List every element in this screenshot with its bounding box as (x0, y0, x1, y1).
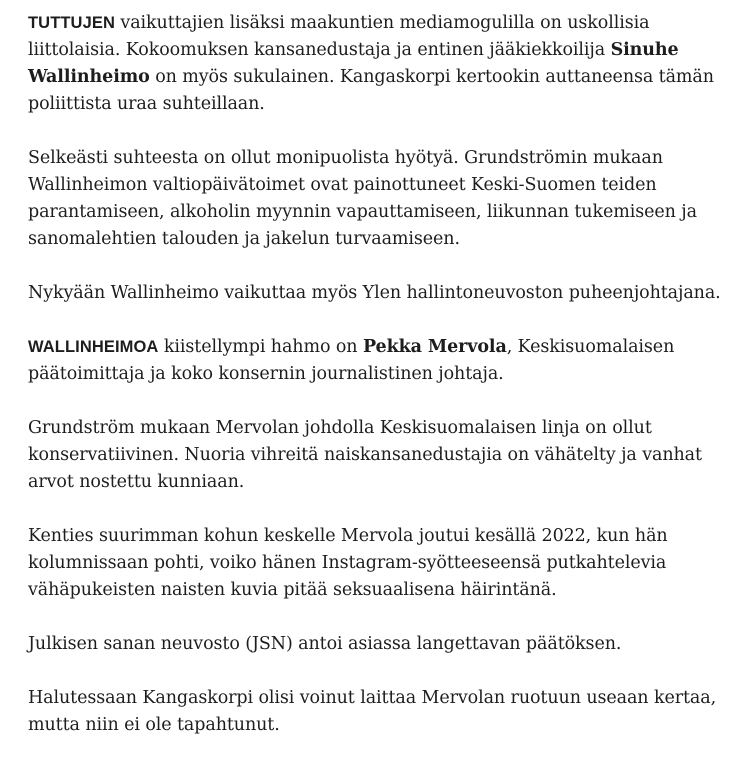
paragraph-8: Halutessaan Kangaskorpi olisi voinut laittaa Mervolan ruotuun useaan kertaa, mutta niin ei ole tapahtunut. (28, 688, 717, 735)
paragraph-text: kiistellympi hahmo on (158, 337, 363, 357)
article-body (28, 10, 728, 766)
paragraph-5: Grundström mukaan Mervolan johdolla Keskisuomalaisen linja on ollut konservatiivinen. Nuoria vihreitä naiskansanedustajia on vähätelty ja vanhat arvot nostettu kunniaan. (28, 418, 702, 492)
paragraph-1 (28, 10, 728, 118)
person-name: Pekka Mervola (362, 337, 507, 357)
paragraph-7: Julkisen sanan neuvosto (JSN) antoi asiassa langettavan päätöksen. (28, 634, 622, 654)
paragraph-3: Nykyään Wallinheimo vaikuttaa myös Ylen hallintoneuvoston puheenjohtajana. (28, 283, 721, 303)
paragraph-6: Kenties suurimman kohun keskelle Mervola joutui kesällä 2022, kun hän kolumnissaan pohti, voiko hänen Instagram-syötteeseensä putkahtelevia vähäpukeisten naisten kuvia pitää seksuaalisena häirintänä. (28, 526, 668, 600)
lead-word: TUTTUJEN (28, 14, 115, 32)
lead-word: WALLINHEIMOA (28, 338, 159, 356)
person-name: Sinuhe Wallinheimo (28, 40, 679, 87)
paragraph-2: Selkeästi suhteesta on ollut monipuolista hyötyä. Grundströmin mukaan Wallinheimon valtiopäivätoimet ovat painottuneet Keski-Suomen teiden parantamiseen, alkoholin myynnin vapauttamiseen, liikunnan tukemiseen ja sanomalehtien talouden ja jakelun turvaamiseen. (28, 148, 697, 249)
paragraph-4 (28, 334, 728, 388)
paragraph-text: vaikuttajien lisäksi maakuntien mediamogulilla on uskollisia liittolaisia. Kokoomuksen kansanedustaja ja entinen jääkiekkoilija (28, 13, 650, 60)
paragraph-text: , Keskisuomalaisen päätoimittaja ja koko konsernin journalistinen johtaja. (28, 337, 675, 384)
paragraph-text: on myös sukulainen. Kangaskorpi kertookin auttaneensa tämän poliittista uraa suhteillaan. (28, 67, 714, 114)
